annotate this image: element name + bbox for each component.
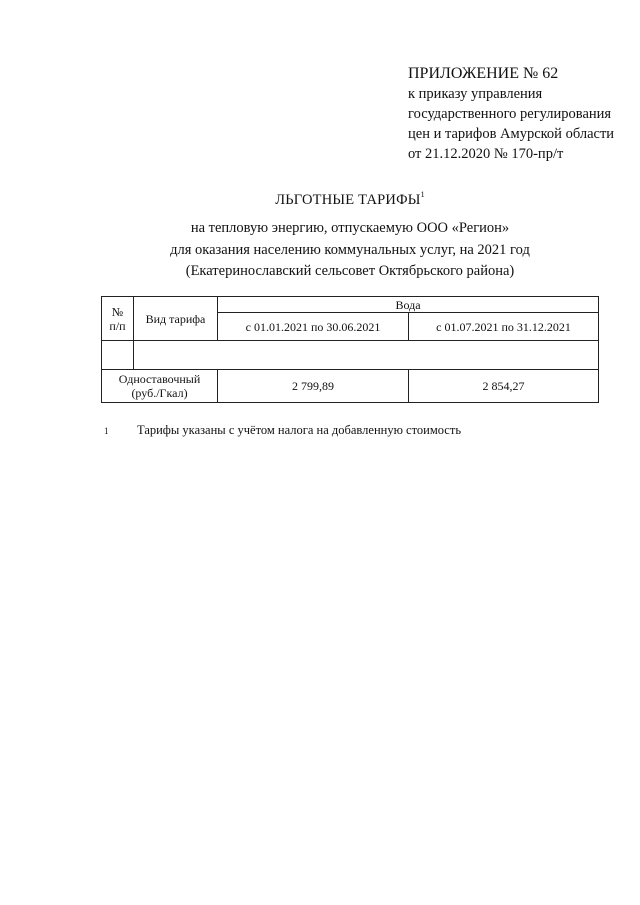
subtitle-line-2: для оказания населению коммунальных услуг, на 2021 год [170, 241, 530, 258]
appendix-title: ПРИЛОЖЕНИЕ № 62 [408, 65, 559, 82]
appendix-block [408, 64, 614, 164]
title-footnote-ref: 1 [420, 190, 425, 199]
document-title-text: ЛЬГОТНЫЕ ТАРИФЫ [275, 192, 421, 208]
document-title [0, 190, 640, 209]
appendix-line-1: к приказу управления [408, 86, 543, 102]
row-value-2: 2 854,27 [409, 370, 599, 403]
header-water: Вода [218, 297, 599, 313]
table-empty-row [102, 341, 599, 370]
table-header-row [102, 297, 599, 313]
subtitle-line-3: (Екатеринославский сельсовет Октябрьского района) [185, 263, 515, 279]
table-row [102, 370, 599, 403]
appendix-line-2: государственного регулирования [408, 106, 612, 122]
footnote-text: Тарифы указаны с учётом налога на добавленную стоимость [137, 423, 462, 437]
row-tariff-type: Одноставочный (руб./Гкал) [102, 370, 218, 403]
header-num: № п/п [102, 297, 134, 341]
footnote-marker: 1 [104, 426, 109, 436]
empty-cell [102, 341, 134, 370]
appendix-line-3: цен и тарифов Амурской области [408, 126, 615, 142]
tariff-table [101, 296, 599, 403]
row-value-1: 2 799,89 [218, 370, 409, 403]
subtitle-line-1: на тепловую энергию, отпускаемую ООО «Регион» [190, 220, 510, 236]
header-tariff-type: Вид тарифа [134, 297, 218, 341]
appendix-line-4: от 21.12.2020 № 170-пр/т [408, 146, 564, 162]
document-subtitle [0, 218, 640, 283]
header-period-2: с 01.07.2021 по 31.12.2021 [409, 313, 599, 341]
empty-merged-cell [134, 341, 599, 370]
header-period-1: с 01.01.2021 по 30.06.2021 [218, 313, 409, 341]
